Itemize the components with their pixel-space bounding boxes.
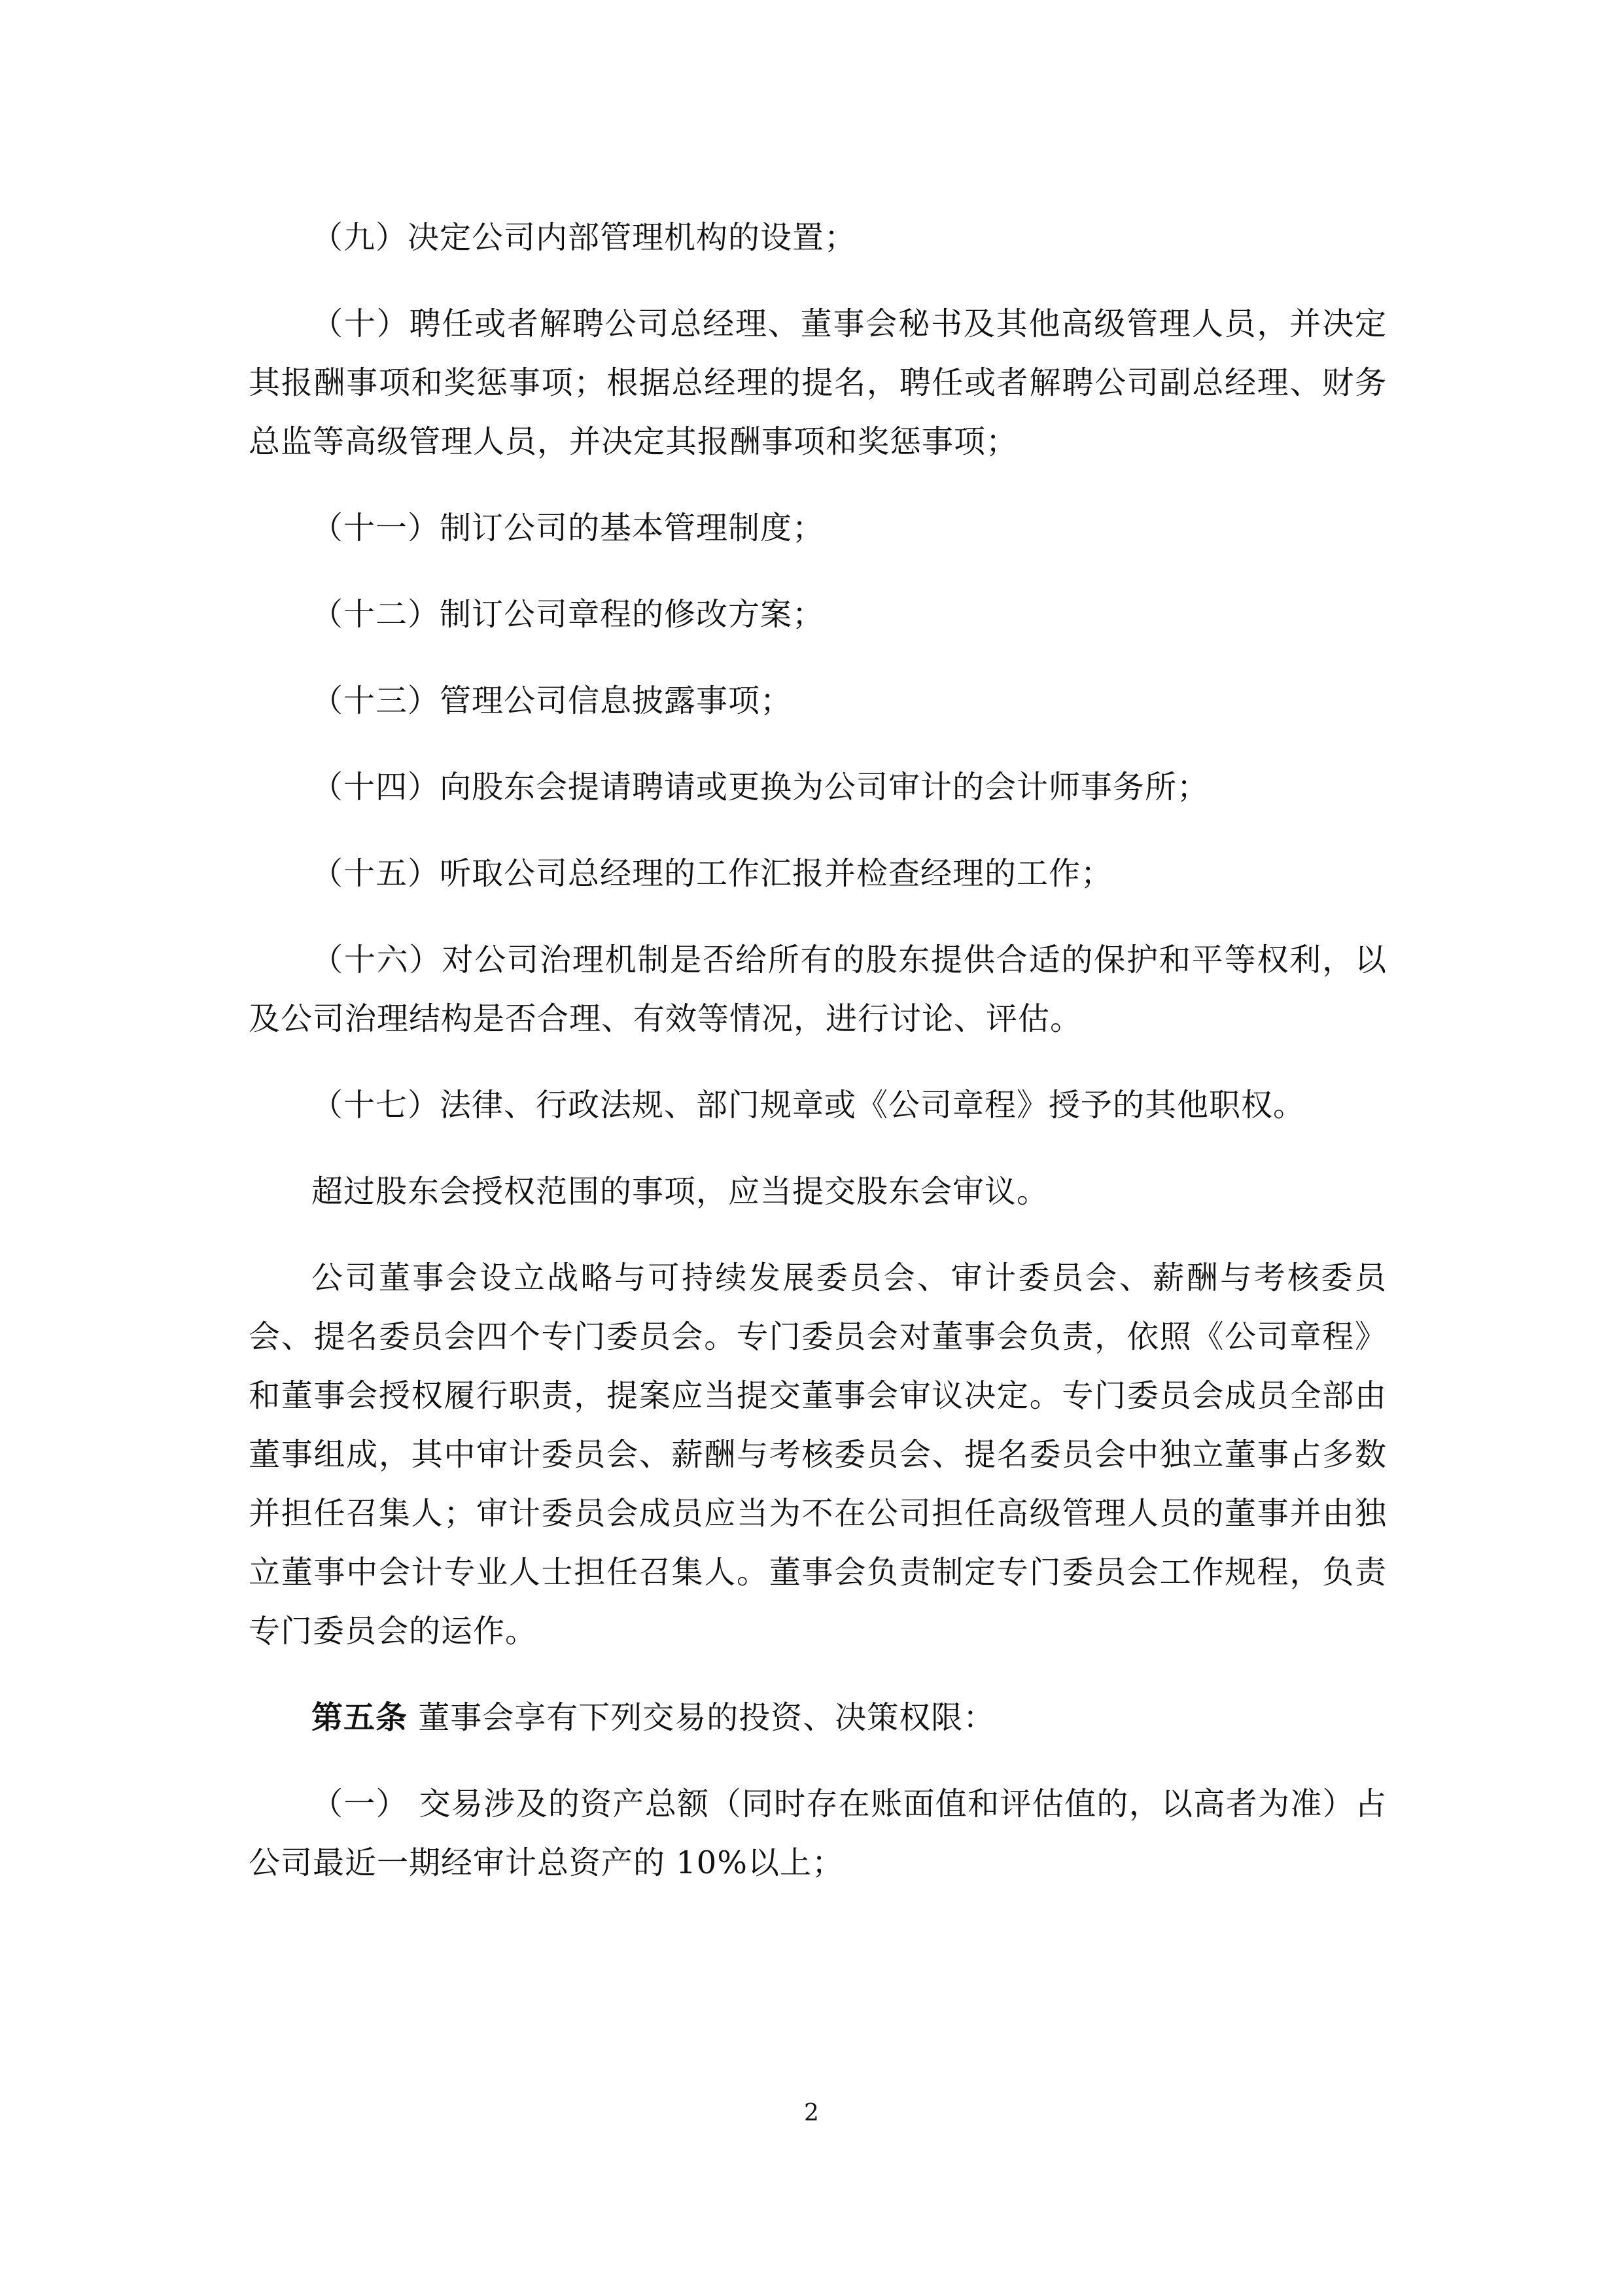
paragraph-item-16: （十六）对公司治理机制是否给所有的股东提供合适的保护和平等权利，以及公司治理结构是否合理、有效等情况，进行讨论、评估。 [249, 942, 1387, 1037]
paragraph-special-committees: 公司董事会设立战略与可持续发展委员会、审计委员会、薪酬与考核委员会、提名委员会四个专门委员会。专门委员会对董事会负责，依照《公司章程》和董事会授权履行职责，提案应当提交董事会审议决定。专门委员会成员全部由董事组成，其中审计委员会、薪酬与考核委员会、提名委员会中独立董事占多数并担任召集人；审计委员会成员应当为不在公司担任高级管理人员的董事并由独立董事中会计专业人士担任召集人。董事会负责制定专门委员会工作规程，负责专门委员会的运作。 [249, 1260, 1387, 1650]
paragraph-item-11: （十一）制订公司的基本管理制度； [311, 510, 825, 546]
paragraph-item-13: （十三）管理公司信息披露事项； [311, 682, 793, 719]
paragraph-item-15: （十五）听取公司总经理的工作汇报并检查经理的工作； [311, 855, 1113, 892]
page-number: 2 [804, 2100, 819, 2127]
article-5-text: 董事会享有下列交易的投资、决策权限： [408, 1699, 996, 1736]
paragraph-item-9: （九）决定公司内部管理机构的设置； [311, 219, 857, 256]
article-5-label: 第五条 [311, 1699, 408, 1736]
paragraph-article-5 [249, 1688, 1387, 1747]
paragraph-item-12: （十二）制订公司章程的修改方案； [311, 596, 825, 633]
paragraph-item-14: （十四）向股东会提请聘请或更换为公司审计的会计师事务所； [311, 769, 1210, 805]
paragraph-item-10: （十）聘任或者解聘公司总经理、董事会秘书及其他高级管理人员，并决定其报酬事项和奖惩事项；根据总经理的提名，聘任或者解聘公司副总经理、财务总监等高级管理人员，并决定其报酬事项和奖惩事项； [249, 306, 1387, 460]
paragraph-article-5-item-1: （一） 交易涉及的资产总额（同时存在账面值和评估值的，以高者为准）占公司最近一期经审计总资产的 10%以上； [249, 1786, 1387, 1881]
document-body [249, 208, 1387, 1920]
paragraph-exceeding-authority: 超过股东会授权范围的事项，应当提交股东会审议。 [311, 1173, 1049, 1210]
paragraph-item-17: （十七）法律、行政法规、部门规章或《公司章程》授予的其他职权。 [311, 1087, 1306, 1123]
